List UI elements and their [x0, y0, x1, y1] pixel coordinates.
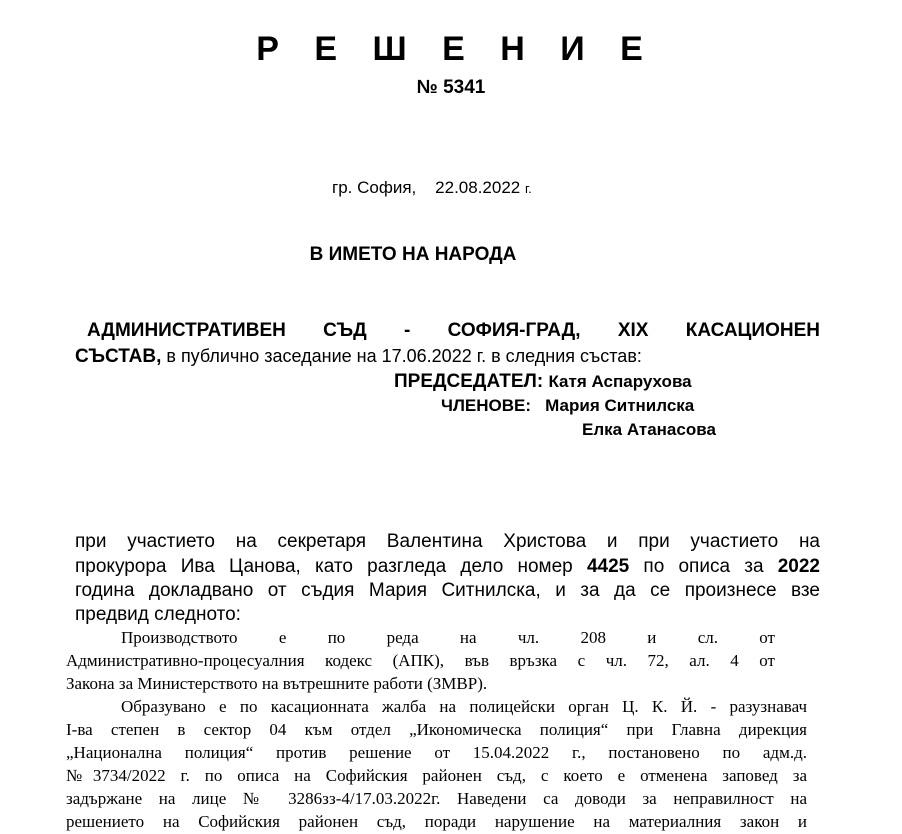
- body-p1-line-3: Закона за Министерството на вътрешните работи (ЗМВР).: [66, 674, 488, 693]
- decision-date: 22.08.2022: [435, 178, 521, 197]
- court-panel: XIX КАСАЦИОНЕН: [617, 320, 820, 341]
- document-title: Р Е Ш Е Н И Е: [256, 30, 656, 68]
- body-p2-line-4: №3734/2022 г. по описа на Софийския районен съд, с което е отменена заповед за: [66, 766, 807, 785]
- intro-line-4: предвид следното:: [75, 604, 241, 625]
- court-name-line: [87, 320, 820, 342]
- body-p2-line-5: задържане на лице № 3286зз-4/17.03.2022г. Наведени са доводи за неправилност на: [66, 789, 807, 808]
- decision-number: № 5341: [416, 77, 486, 98]
- member-name: Мария Ситнилска: [545, 396, 695, 415]
- case-number: 4425: [586, 556, 630, 577]
- court-name: АДМИНИСТРАТИВЕН СЪД - СОФИЯ-ГРАД,: [87, 320, 581, 341]
- body-p2-line-3: „Национална полиция“ против решение от 15.04.2022 г., постановено по адм.д.: [66, 743, 807, 762]
- intro-line-1: при участието на секретаря Валентина Христова и при участието на: [75, 531, 820, 552]
- chair-label: ПРЕДСЕДАТЕЛ:: [394, 371, 544, 392]
- body-p2-line-6: решението на Софийския районен съд, поради нарушение на материалния закон и: [66, 812, 807, 831]
- in-the-name-of-the-people: В ИМЕТО НА НАРОДА: [309, 244, 517, 265]
- court-session-line: [75, 346, 642, 368]
- members-label: ЧЛЕНОВЕ:: [441, 396, 531, 415]
- case-year: 2022: [777, 556, 820, 577]
- members: [441, 396, 694, 416]
- body-p1-line-2: Административно-процесуалния кодекс (АПК), във връзка с чл. 72, ал. 4 от: [66, 651, 775, 670]
- intro-text-a: прокурора Ива Цанова, като разгледа дело номер: [75, 556, 587, 577]
- body-p1-line-1: Производството е по реда на чл. 208 и сл. от: [121, 628, 775, 647]
- intro-line-3: година докладвано от съдия Мария Ситнилска, и за да се произнесе взе: [75, 580, 820, 601]
- intro-line-2: [75, 555, 820, 579]
- chair-name: Катя Аспарухова: [548, 372, 692, 391]
- body-p2-line-2: I-ва степен в сектор 04 към отдел „Икономическа полиция“ при Главна дирекция: [66, 720, 807, 739]
- place-and-date: [332, 178, 532, 198]
- session-text: в публично заседание на 17.06.2022 г. в следния състав:: [161, 346, 642, 366]
- body-p2-line-1: Образувано е по касационната жалба на полицейски орган Ц. К. Й. - разузнавач: [121, 697, 807, 716]
- panel-word: СЪСТАВ,: [75, 346, 162, 367]
- year-abbreviation: г.: [524, 181, 532, 196]
- member-name-second: Елка Атанасова: [582, 420, 716, 439]
- chairperson: [394, 371, 692, 393]
- city: гр. София,: [332, 178, 417, 197]
- intro-text-b: по описа за: [629, 556, 778, 577]
